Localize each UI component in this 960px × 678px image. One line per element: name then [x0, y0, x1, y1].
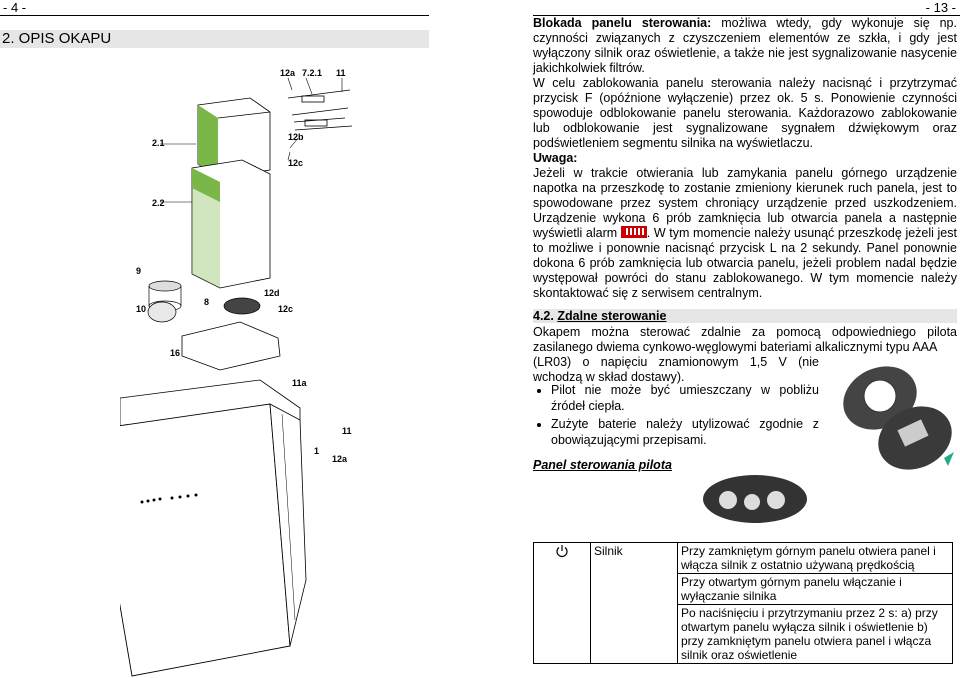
svg-text:8: 8: [204, 297, 210, 307]
warning-text: Jeżeli w trakcie otwierania lub zamykania panelu górnego urządzenie napotka na przeszkodę to zostanie zmieniony kierunek ruch panela, jest to spowodowane przez system chroniący urządzenie przed uszkodzeniem. Urządzenie wykona 6 prób zamknięcia lub otwarcia panela a następnie wyświetli alarm: [533, 166, 957, 240]
svg-text:12a: 12a: [332, 454, 348, 464]
svg-text:12c: 12c: [278, 304, 294, 314]
svg-text:11: 11: [342, 426, 352, 436]
svg-text:10: 10: [136, 304, 147, 314]
bullet-item: • Zużyte baterie należy utylizować zgodnie z obowiązującymi przepisami.: [551, 416, 819, 448]
power-icon: [555, 544, 569, 558]
panel-label: Panel sterowania pilota: [533, 458, 672, 472]
remote-intro: [533, 325, 957, 355]
hood-exploded-diagram: [120, 60, 360, 678]
remote-heading-title: Zdalne sterowanie: [557, 309, 667, 323]
svg-text:11a: 11a: [292, 378, 307, 388]
grille: [224, 298, 260, 314]
svg-text:12d: 12d: [264, 288, 280, 298]
warning-heading: Uwaga:: [533, 151, 578, 165]
remote-p1b: (LR03) o napięciu znamionowym 1,5 V (nie wchodzą w skład dostawy).: [533, 355, 819, 384]
svg-text:7.2.1: 7.2.1: [302, 68, 323, 78]
remote-p1: Okapem można sterować zdalnie za pomocą odpowiedniego pilota zasilanego dwiema cynkowo-węglowymi bateriami alkalicznymi typu AAA: [533, 325, 957, 354]
svg-text:16: 16: [170, 348, 181, 358]
svg-text:9: 9: [136, 266, 142, 276]
lock-p1: możliwa wtedy, gdy wykonuje się np. czynności związanych z czyszczeniem elementów ze szkła, i gdy jest wyłączony silnik oraz oświetlenie, a także nie jest sygnalizowanie nasycenie jakichkolwiek filtrów.: [533, 16, 957, 75]
remote-bullets: [533, 382, 819, 450]
lock-lead: Blokada panelu sterowania:: [533, 16, 712, 30]
green-arrow-icon: [944, 452, 954, 466]
svg-text:12b: 12b: [288, 132, 304, 142]
remote-intro-2: [533, 355, 819, 385]
svg-text:12c: 12c: [288, 158, 304, 168]
remote-heading-number: 4.2.: [533, 309, 554, 323]
lock-section: [533, 16, 957, 301]
left-header-rule: [0, 15, 429, 16]
remote-photo-closed: [700, 470, 810, 528]
section-title: 2. OPIS OKAPU: [0, 30, 429, 48]
left-page-number: - 4 -: [3, 0, 27, 15]
svg-text:11: 11: [336, 68, 346, 78]
table-cell: Przy otwartym górnym panelu włączanie i wyłączanie silnika: [678, 574, 953, 605]
warning-text-2: . W tym momencie należy usunąć przeszkodę jeżeli jest to możliwe i ponownie nacisnąć przycisk L na 2 sekundy. Panel ponownie dokona 6 prób zamknięcia lub otwarcia panelu, jeżeli problem nadal będzie występował powróci do stanu zablokowanego. W tym momencie należy skontaktować się z serwisem centralnym.: [533, 226, 957, 300]
svg-text:2.2: 2.2: [152, 198, 165, 208]
bullet-item: • Pilot nie może być umieszczany w pobliżu źródeł ciepła.: [551, 382, 819, 414]
control-table: [533, 542, 953, 664]
svg-text:1: 1: [314, 446, 320, 456]
power-icon-cell: [534, 543, 591, 664]
table-row: [534, 543, 953, 574]
alarm-icon: [621, 226, 647, 238]
lock-p2: W celu zablokowania panelu sterowania należy nacisnąć i przytrzymać przycisk F (opóźnione wyłączenie) przez ok. 5 s. Ponowienie czynności spowoduje odblokowanie panelu sterowania. Każdorazowo zablokowanie lub odblokowanie jest sygnalizowane sygnałem dźwiękowym oraz podświetleniem segmentu silnika na wyświetlaczu.: [533, 76, 957, 150]
svg-text:2.1: 2.1: [152, 138, 165, 148]
right-page-number: - 13 -: [925, 0, 956, 15]
remote-heading: [533, 309, 957, 323]
svg-text:12a: 12a: [280, 68, 296, 78]
remote-photo-open: [840, 358, 958, 470]
table-cell: Przy zamkniętym górnym panelu otwiera panel i włącza silnik z ostatnio używaną prędkością: [678, 543, 953, 574]
function-name: Silnik: [591, 543, 678, 664]
table-cell: Po naciśnięciu i przytrzymaniu przez 2 s: a) przy otwartym panelu wyłącza silnik i oświetlenie b) przy zamkniętym panelu otwiera panel i włącza silnik oraz oświetlenie: [678, 605, 953, 664]
